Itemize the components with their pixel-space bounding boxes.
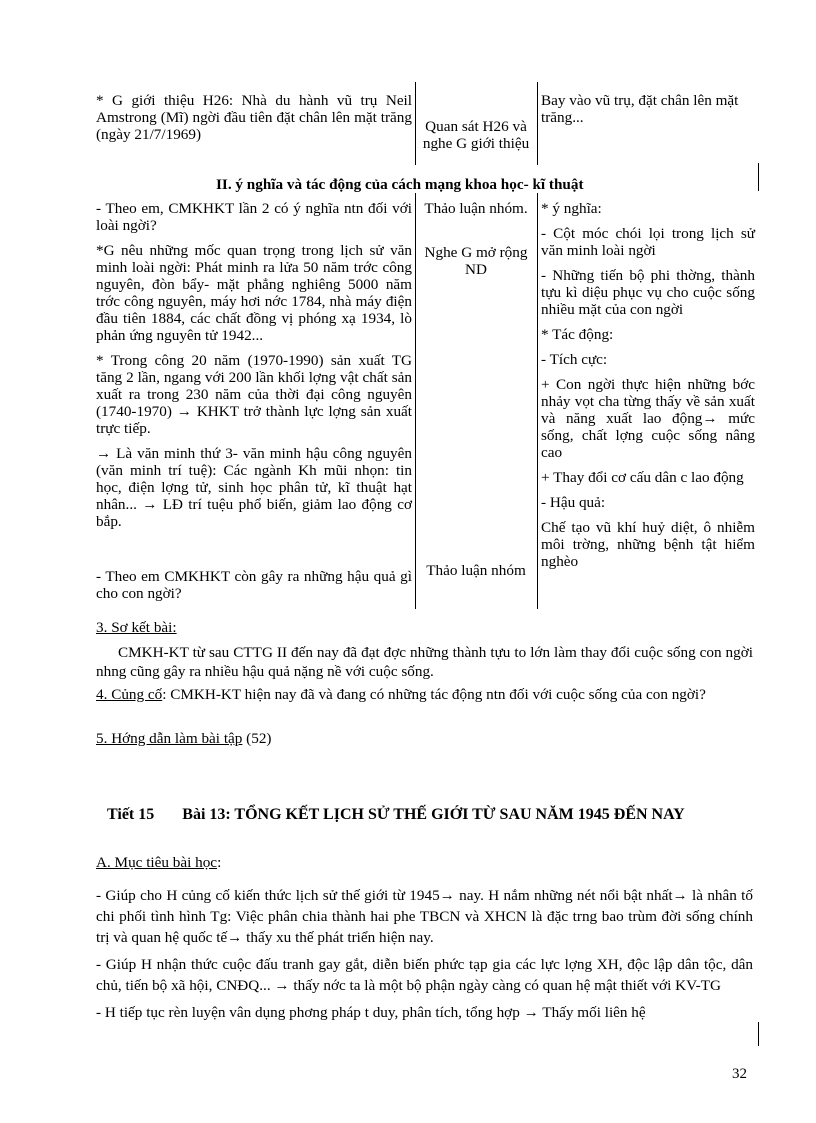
table2-right-paragraph: * ý nghĩa: xyxy=(541,200,602,217)
objective-item: - Giúp H nhận thức cuộc đấu tranh gay gắt, diễn biến phức tạp gia các lực lợng XH, độc lập dân tộc, dân chủ, tiến bộ xã hội, CNĐQ... → thấy nớc ta là một bộ phận ngày càng có quan hệ mật thiết với KV-TG xyxy=(96,956,753,994)
table2-left-paragraph: *G nêu những mốc quan trọng trong lịch sử văn minh loài ngời: Phát minh ra lửa 50 năm trớc công nguyên, đòn bẩy- mặt phẳng nghiêng 5000 năm trớc công nguyên, máy hơi nớc 1784, nhà máy điện đầu tiên 1884, các chất đồng vị phóng xạ 1934, lò phản ứng nguyên tử 1942... xyxy=(96,242,412,344)
summary-heading-label: 3. Sơ kết bài: xyxy=(96,619,177,636)
table1-left-cell: * G giới thiệu H26: Nhà du hành vũ trụ Neil Amstrong (Mĩ) ngời đầu tiên đặt chân lên mặt trăng (ngày 21/7/1969) xyxy=(96,92,412,143)
homework-paragraph xyxy=(96,730,753,747)
table-divider xyxy=(758,1022,759,1046)
section-heading: II. ý nghĩa và tác động của cách mạng khoa học- kĩ thuật xyxy=(216,176,584,193)
table-divider xyxy=(537,193,538,609)
homework-text: (52) xyxy=(242,730,272,747)
table2-right-paragraph: * Tác động: xyxy=(541,326,614,343)
objective-item: - Giúp cho H củng cố kiến thức lịch sử thế giới từ 1945→ nay. H nắm những nét nổi bật nhất→ là nhân tố chi phối tình hình Tg: Việc phân chia thành hai phe TBCN và XHCN là đặc trng bao trùm đời sống chính trị và quan hệ quốc tế→ thấy xu thế phát triển hiện nay. xyxy=(96,887,753,946)
table2-mid-cell: Thảo luận nhóm xyxy=(426,562,526,579)
homework-heading: 5. Hớng dẫn làm bài tập xyxy=(96,730,243,747)
table2-left-column xyxy=(96,200,412,602)
objectives-heading-label: A. Mục tiêu bài học xyxy=(96,854,218,871)
lesson-period: Tiết 15 xyxy=(107,806,155,823)
table2-right-paragraph: - Những tiến bộ phi thờng, thành tựu kì diệu phục vụ cho cuộc sống nhiều mặt của con ngời xyxy=(541,267,755,318)
table2-left-paragraph: * Trong công 20 năm (1970-1990) sản xuất TG tăng 2 lần, ngang với 200 lần khối lợng vật chất sản xuất ra trong 230 năm của thời đại công nguyên (1740-1970) → KHKT trở thành lực lợng sản xuất trực tiếp. xyxy=(96,352,412,437)
table2-mid-cell: Thảo luận nhóm. xyxy=(424,200,528,217)
table-divider xyxy=(758,163,759,191)
table-divider xyxy=(415,82,416,165)
page-number: 32 xyxy=(732,1066,747,1082)
table2-right-paragraph: Chế tạo vũ khí huỷ diệt, ô nhiễm môi trờng, những bệnh tật hiểm nghèo xyxy=(541,519,755,570)
table2-left-paragraph: - Theo em, CMKHKT lần 2 có ý nghĩa ntn đối với loài ngời? xyxy=(96,200,412,234)
table2-right-paragraph: - Cột móc chói lọi trong lịch sử văn minh loài ngời xyxy=(541,225,755,259)
table1-right-cell: Bay vào vũ trụ, đặt chân lên mặt trăng... xyxy=(541,92,739,126)
table1-mid-cell: Quan sát H26 và nghe G giới thiệu xyxy=(422,118,530,152)
summary-heading xyxy=(96,619,753,636)
lesson-number: Bài 13 xyxy=(182,806,226,823)
consolidate-heading: 4. Củng cố xyxy=(96,686,163,703)
table2-right-paragraph: + Thay đổi cơ cấu dân c lao động xyxy=(541,469,744,486)
table2-left-paragraph: → Là văn minh thứ 3- văn minh hậu công nguyên (văn minh trí tuệ): Các ngành Kh mũi nhọn: tin học, điện lợng tử, sinh học phân tử, kĩ thuật hạt nhân... → LĐ trí tuệu phổ biến, giảm lao động cơ bắp. xyxy=(96,445,412,530)
table2-right-paragraph: + Con ngời thực hiện những bớc nhảy vọt cha từng thấy về sản xuất và năng xuất lao động→ mức sống, chất lợng cuộc sống nâng cao xyxy=(541,376,755,461)
objectives-heading-colon: : xyxy=(217,854,222,871)
lesson-title xyxy=(107,806,685,823)
consolidate-text: : CMKH-KT hiện nay đã và đang có những tác động ntn đối với cuộc sống của con ngời? xyxy=(162,686,706,703)
table-divider xyxy=(415,193,416,609)
consolidate-paragraph xyxy=(96,686,753,703)
table2-mid-cell: Nghe G mở rộng ND xyxy=(424,244,528,278)
objectives-heading xyxy=(96,854,753,871)
table-divider xyxy=(537,82,538,165)
table2-right-column xyxy=(541,200,755,578)
objective-item: - H tiếp tục rèn luyện vân dụng phơng pháp t duy, phân tích, tổng hợp → Thấy mối liên hệ xyxy=(96,1004,646,1021)
objectives-list xyxy=(96,885,753,1023)
summary-text: CMKH-KT từ sau CTTG II đến nay đã đạt đợc những thành tựu to lớn làm thay đổi cuộc sống con ngời nhng cũng gây ra nhiều hậu quả nặng nề với cuộc sống. xyxy=(96,644,753,680)
table2-right-paragraph: - Tích cực: xyxy=(541,351,608,368)
lesson-name: : TỔNG KẾT LỊCH SỬ THẾ GIỚI TỪ SAU NĂM 1945 ĐẾN NAY xyxy=(225,806,685,823)
table2-right-paragraph: - Hậu quả: xyxy=(541,494,606,511)
table2-left-paragraph: - Theo em CMKHKT còn gây ra những hậu quả gì cho con ngời? xyxy=(96,568,412,602)
